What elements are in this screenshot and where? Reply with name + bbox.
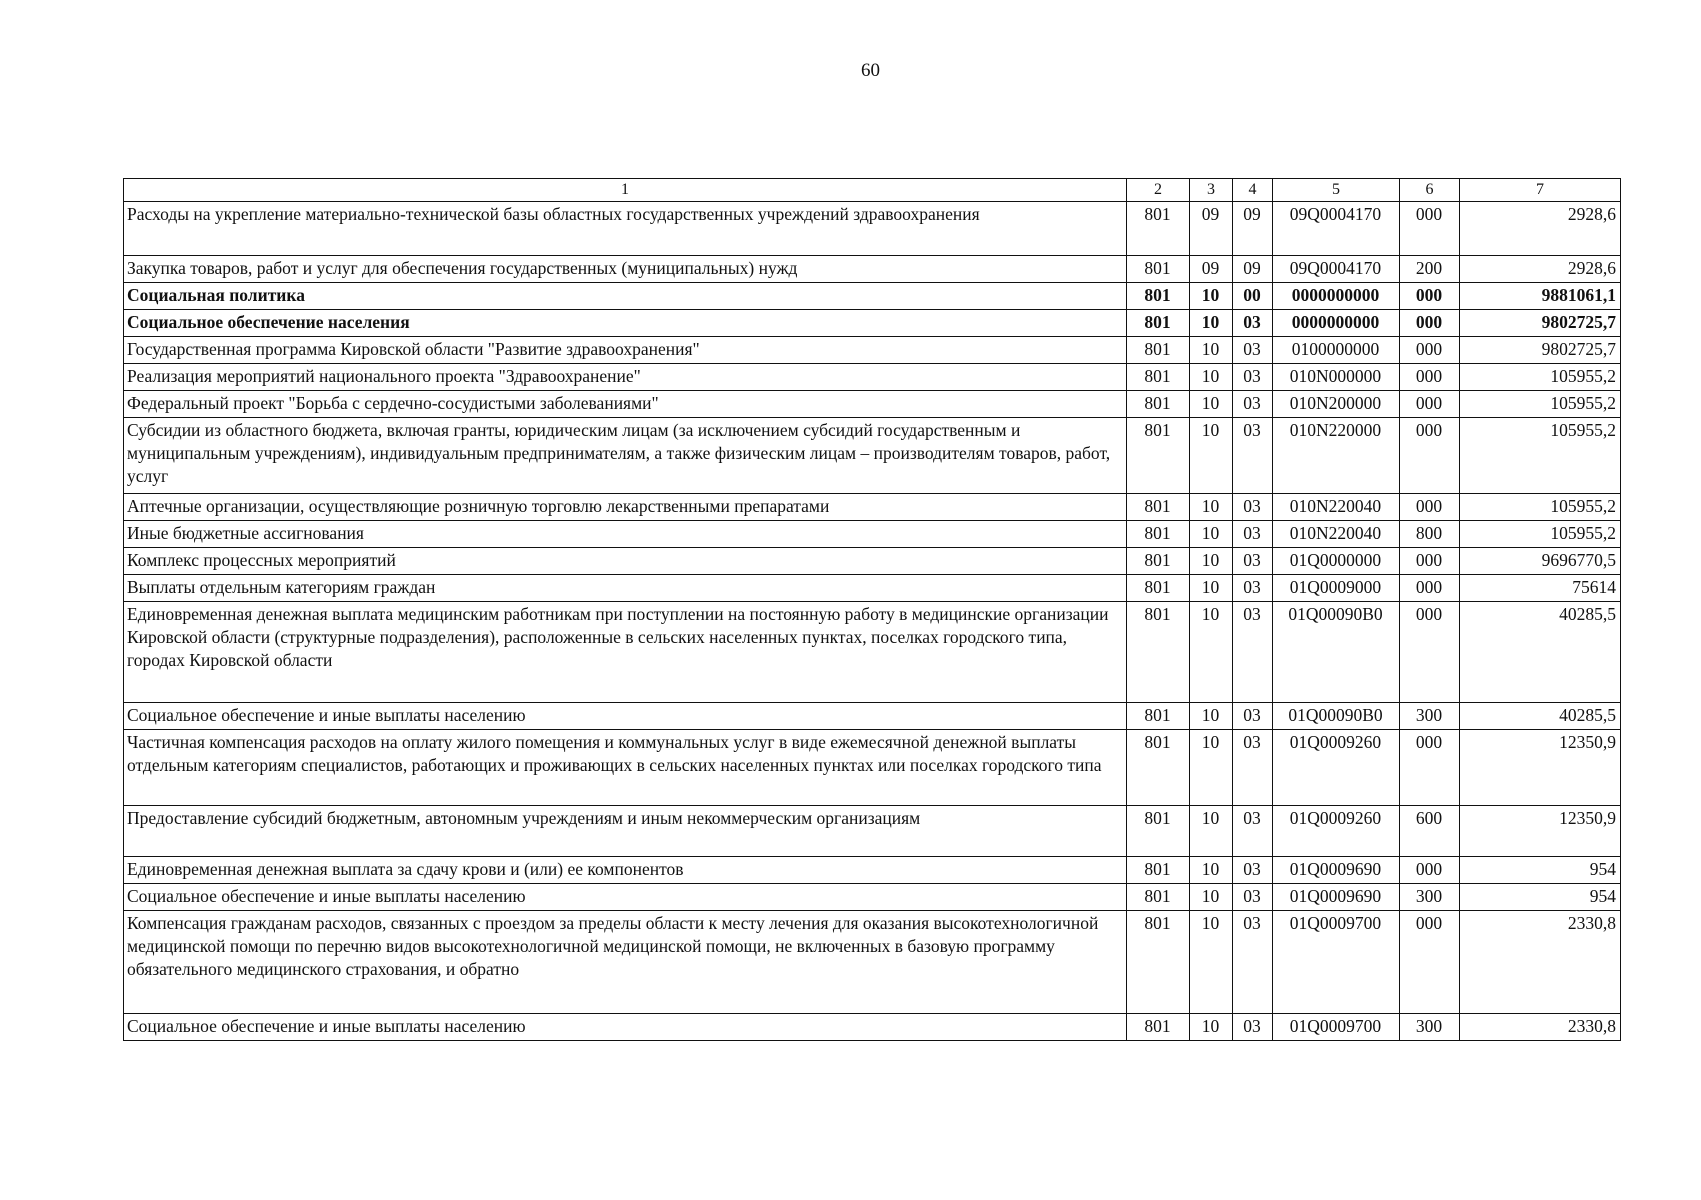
row-ministry-code-cell: 801 bbox=[1127, 310, 1190, 337]
row-ministry-code-cell: 801 bbox=[1127, 1014, 1190, 1041]
row-target-article-cell: 01Q0009690 bbox=[1273, 857, 1400, 884]
row-section-cell: 10 bbox=[1190, 806, 1233, 857]
row-amount-cell: 2330,8 bbox=[1460, 911, 1621, 1014]
row-expense-type-cell: 200 bbox=[1400, 256, 1460, 283]
row-ministry-code-cell: 801 bbox=[1127, 911, 1190, 1014]
row-target-article-cell: 09Q0004170 bbox=[1273, 256, 1400, 283]
row-amount-cell: 40285,5 bbox=[1460, 602, 1621, 703]
row-amount-cell: 12350,9 bbox=[1460, 730, 1621, 806]
table-row bbox=[124, 548, 1621, 575]
row-section-cell: 09 bbox=[1190, 256, 1233, 283]
row-name-cell: Социальное обеспечение населения bbox=[124, 310, 1127, 337]
row-target-article-cell: 01Q00090B0 bbox=[1273, 602, 1400, 703]
row-name-cell: Закупка товаров, работ и услуг для обеспечения государственных (муниципальных) нужд bbox=[124, 256, 1127, 283]
row-subsection-cell: 03 bbox=[1233, 1014, 1273, 1041]
row-ministry-code-cell: 801 bbox=[1127, 202, 1190, 256]
row-name-cell: Компенсация гражданам расходов, связанных с проездом за пределы области к месту лечения для оказания высокотехнологичной медицинской помощи по перечню видов высокотехнологичной медицинской помощи, не включенных в базовую программу обязательного медицинского страхования, и обратно bbox=[124, 911, 1127, 1014]
table-row bbox=[124, 364, 1621, 391]
row-subsection-cell: 03 bbox=[1233, 391, 1273, 418]
table-row bbox=[124, 310, 1621, 337]
row-section-cell: 10 bbox=[1190, 494, 1233, 521]
row-name-cell: Аптечные организации, осуществляющие розничную торговлю лекарственными препаратами bbox=[124, 494, 1127, 521]
row-name-cell: Социальная политика bbox=[124, 283, 1127, 310]
row-subsection-cell: 00 bbox=[1233, 283, 1273, 310]
row-target-article-cell: 010N220000 bbox=[1273, 418, 1400, 494]
row-target-article-cell: 010N000000 bbox=[1273, 364, 1400, 391]
row-ministry-code-cell: 801 bbox=[1127, 857, 1190, 884]
row-name-cell: Социальное обеспечение и иные выплаты населению bbox=[124, 703, 1127, 730]
row-amount-cell: 105955,2 bbox=[1460, 418, 1621, 494]
row-expense-type-cell: 000 bbox=[1400, 310, 1460, 337]
row-expense-type-cell: 000 bbox=[1400, 418, 1460, 494]
row-subsection-cell: 09 bbox=[1233, 256, 1273, 283]
row-name-cell: Единовременная денежная выплата за сдачу крови и (или) ее компонентов bbox=[124, 857, 1127, 884]
row-expense-type-cell: 000 bbox=[1400, 602, 1460, 703]
row-ministry-code-cell: 801 bbox=[1127, 337, 1190, 364]
row-ministry-code-cell: 801 bbox=[1127, 256, 1190, 283]
row-amount-cell: 9802725,7 bbox=[1460, 310, 1621, 337]
row-target-article-cell: 01Q0009000 bbox=[1273, 575, 1400, 602]
row-expense-type-cell: 000 bbox=[1400, 283, 1460, 310]
row-target-article-cell: 01Q0009260 bbox=[1273, 806, 1400, 857]
row-amount-cell: 2928,6 bbox=[1460, 256, 1621, 283]
table-row bbox=[124, 884, 1621, 911]
row-section-cell: 10 bbox=[1190, 911, 1233, 1014]
table-row bbox=[124, 391, 1621, 418]
row-section-cell: 10 bbox=[1190, 418, 1233, 494]
row-section-cell: 10 bbox=[1190, 730, 1233, 806]
row-amount-cell: 105955,2 bbox=[1460, 521, 1621, 548]
row-section-cell: 09 bbox=[1190, 202, 1233, 256]
row-name-cell: Социальное обеспечение и иные выплаты населению bbox=[124, 1014, 1127, 1041]
column-header: 6 bbox=[1400, 179, 1460, 202]
row-expense-type-cell: 000 bbox=[1400, 730, 1460, 806]
row-subsection-cell: 03 bbox=[1233, 418, 1273, 494]
column-header: 4 bbox=[1233, 179, 1273, 202]
row-amount-cell: 105955,2 bbox=[1460, 391, 1621, 418]
row-ministry-code-cell: 801 bbox=[1127, 283, 1190, 310]
row-ministry-code-cell: 801 bbox=[1127, 494, 1190, 521]
row-subsection-cell: 03 bbox=[1233, 857, 1273, 884]
row-expense-type-cell: 000 bbox=[1400, 337, 1460, 364]
table-row bbox=[124, 256, 1621, 283]
row-name-cell: Предоставление субсидий бюджетным, автономным учреждениям и иным некоммерческим организациям bbox=[124, 806, 1127, 857]
budget-table bbox=[123, 178, 1621, 1041]
row-name-cell: Комплекс процессных мероприятий bbox=[124, 548, 1127, 575]
row-section-cell: 10 bbox=[1190, 391, 1233, 418]
row-subsection-cell: 03 bbox=[1233, 884, 1273, 911]
table-row bbox=[124, 911, 1621, 1014]
row-amount-cell: 954 bbox=[1460, 884, 1621, 911]
row-subsection-cell: 03 bbox=[1233, 806, 1273, 857]
row-expense-type-cell: 300 bbox=[1400, 884, 1460, 911]
row-expense-type-cell: 000 bbox=[1400, 911, 1460, 1014]
row-subsection-cell: 03 bbox=[1233, 337, 1273, 364]
row-subsection-cell: 03 bbox=[1233, 911, 1273, 1014]
row-section-cell: 10 bbox=[1190, 548, 1233, 575]
row-amount-cell: 105955,2 bbox=[1460, 364, 1621, 391]
row-ministry-code-cell: 801 bbox=[1127, 364, 1190, 391]
row-name-cell: Субсидии из областного бюджета, включая гранты, юридическим лицам (за исключением субсидий государственным и муниципальным учреждениям), индивидуальным предпринимателям, а также физическим лицам – производителям товаров, работ, услуг bbox=[124, 418, 1127, 494]
row-name-cell: Социальное обеспечение и иные выплаты населению bbox=[124, 884, 1127, 911]
row-target-article-cell: 010N220040 bbox=[1273, 521, 1400, 548]
table-row bbox=[124, 857, 1621, 884]
row-ministry-code-cell: 801 bbox=[1127, 806, 1190, 857]
table-row bbox=[124, 703, 1621, 730]
row-expense-type-cell: 300 bbox=[1400, 703, 1460, 730]
row-target-article-cell: 01Q00090B0 bbox=[1273, 703, 1400, 730]
row-name-cell: Иные бюджетные ассигнования bbox=[124, 521, 1127, 548]
row-section-cell: 10 bbox=[1190, 283, 1233, 310]
row-amount-cell: 954 bbox=[1460, 857, 1621, 884]
row-section-cell: 10 bbox=[1190, 602, 1233, 703]
row-ministry-code-cell: 801 bbox=[1127, 418, 1190, 494]
row-target-article-cell: 0000000000 bbox=[1273, 283, 1400, 310]
row-expense-type-cell: 000 bbox=[1400, 494, 1460, 521]
row-subsection-cell: 09 bbox=[1233, 202, 1273, 256]
row-expense-type-cell: 000 bbox=[1400, 575, 1460, 602]
row-ministry-code-cell: 801 bbox=[1127, 884, 1190, 911]
row-ministry-code-cell: 801 bbox=[1127, 602, 1190, 703]
row-ministry-code-cell: 801 bbox=[1127, 730, 1190, 806]
column-header: 7 bbox=[1460, 179, 1621, 202]
row-expense-type-cell: 000 bbox=[1400, 548, 1460, 575]
row-amount-cell: 9802725,7 bbox=[1460, 337, 1621, 364]
row-subsection-cell: 03 bbox=[1233, 548, 1273, 575]
row-expense-type-cell: 800 bbox=[1400, 521, 1460, 548]
row-section-cell: 10 bbox=[1190, 703, 1233, 730]
row-target-article-cell: 01Q0009700 bbox=[1273, 1014, 1400, 1041]
row-subsection-cell: 03 bbox=[1233, 730, 1273, 806]
row-section-cell: 10 bbox=[1190, 521, 1233, 548]
row-subsection-cell: 03 bbox=[1233, 494, 1273, 521]
row-amount-cell: 12350,9 bbox=[1460, 806, 1621, 857]
row-ministry-code-cell: 801 bbox=[1127, 575, 1190, 602]
row-target-article-cell: 09Q0004170 bbox=[1273, 202, 1400, 256]
row-name-cell: Выплаты отдельным категориям граждан bbox=[124, 575, 1127, 602]
table-row bbox=[124, 1014, 1621, 1041]
row-name-cell: Частичная компенсация расходов на оплату жилого помещения и коммунальных услуг в виде ежемесячной денежной выплаты отдельным категориям специалистов, работающих и проживающих в сельских населенных пунктах или поселках городского типа bbox=[124, 730, 1127, 806]
column-header: 5 bbox=[1273, 179, 1400, 202]
row-amount-cell: 75614 bbox=[1460, 575, 1621, 602]
row-name-cell: Государственная программа Кировской области "Развитие здравоохранения" bbox=[124, 337, 1127, 364]
row-target-article-cell: 01Q0000000 bbox=[1273, 548, 1400, 575]
row-name-cell: Единовременная денежная выплата медицинским работникам при поступлении на постоянную работу в медицинские организации Кировской области (структурные подразделения), расположенные в сельских населенных пунктах, поселках городского типа, городах Кировской области bbox=[124, 602, 1127, 703]
row-target-article-cell: 01Q0009700 bbox=[1273, 911, 1400, 1014]
row-name-cell: Федеральный проект "Борьба с сердечно-сосудистыми заболеваниями" bbox=[124, 391, 1127, 418]
row-target-article-cell: 01Q0009260 bbox=[1273, 730, 1400, 806]
column-header: 3 bbox=[1190, 179, 1233, 202]
row-target-article-cell: 0100000000 bbox=[1273, 337, 1400, 364]
table-row bbox=[124, 730, 1621, 806]
row-name-cell: Реализация мероприятий национального проекта "Здравоохранение" bbox=[124, 364, 1127, 391]
row-section-cell: 10 bbox=[1190, 1014, 1233, 1041]
row-amount-cell: 2330,8 bbox=[1460, 1014, 1621, 1041]
row-expense-type-cell: 000 bbox=[1400, 857, 1460, 884]
column-header: 1 bbox=[124, 179, 1127, 202]
row-expense-type-cell: 600 bbox=[1400, 806, 1460, 857]
table-row bbox=[124, 337, 1621, 364]
row-subsection-cell: 03 bbox=[1233, 602, 1273, 703]
row-section-cell: 10 bbox=[1190, 857, 1233, 884]
table-row bbox=[124, 283, 1621, 310]
row-target-article-cell: 010N200000 bbox=[1273, 391, 1400, 418]
row-target-article-cell: 01Q0009690 bbox=[1273, 884, 1400, 911]
row-expense-type-cell: 300 bbox=[1400, 1014, 1460, 1041]
row-amount-cell: 40285,5 bbox=[1460, 703, 1621, 730]
column-header: 2 bbox=[1127, 179, 1190, 202]
table-row bbox=[124, 602, 1621, 703]
row-amount-cell: 9696770,5 bbox=[1460, 548, 1621, 575]
row-amount-cell: 105955,2 bbox=[1460, 494, 1621, 521]
row-ministry-code-cell: 801 bbox=[1127, 703, 1190, 730]
header-row bbox=[124, 179, 1621, 202]
row-section-cell: 10 bbox=[1190, 337, 1233, 364]
table-row bbox=[124, 418, 1621, 494]
row-amount-cell: 2928,6 bbox=[1460, 202, 1621, 256]
row-section-cell: 10 bbox=[1190, 310, 1233, 337]
row-section-cell: 10 bbox=[1190, 575, 1233, 602]
row-expense-type-cell: 000 bbox=[1400, 391, 1460, 418]
row-ministry-code-cell: 801 bbox=[1127, 391, 1190, 418]
row-name-cell: Расходы на укрепление материально-технической базы областных государственных учреждений здравоохранения bbox=[124, 202, 1127, 256]
row-section-cell: 10 bbox=[1190, 364, 1233, 391]
table-row bbox=[124, 521, 1621, 548]
row-ministry-code-cell: 801 bbox=[1127, 548, 1190, 575]
row-subsection-cell: 03 bbox=[1233, 521, 1273, 548]
row-target-article-cell: 0000000000 bbox=[1273, 310, 1400, 337]
row-subsection-cell: 03 bbox=[1233, 310, 1273, 337]
row-subsection-cell: 03 bbox=[1233, 575, 1273, 602]
table-row bbox=[124, 806, 1621, 857]
table-row bbox=[124, 494, 1621, 521]
row-expense-type-cell: 000 bbox=[1400, 202, 1460, 256]
page-number: 60 bbox=[861, 60, 880, 81]
row-expense-type-cell: 000 bbox=[1400, 364, 1460, 391]
table-row bbox=[124, 575, 1621, 602]
row-subsection-cell: 03 bbox=[1233, 364, 1273, 391]
row-section-cell: 10 bbox=[1190, 884, 1233, 911]
row-amount-cell: 9881061,1 bbox=[1460, 283, 1621, 310]
row-ministry-code-cell: 801 bbox=[1127, 521, 1190, 548]
row-target-article-cell: 010N220040 bbox=[1273, 494, 1400, 521]
row-subsection-cell: 03 bbox=[1233, 703, 1273, 730]
table-row bbox=[124, 202, 1621, 256]
